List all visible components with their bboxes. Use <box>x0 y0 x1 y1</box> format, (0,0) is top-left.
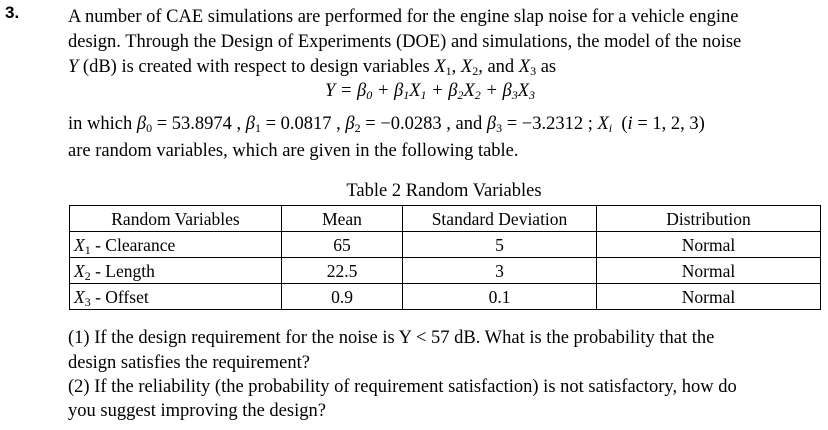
row-variable: $X_3$ - Offset <box>70 284 282 310</box>
table-caption: Table 2 Random Variables <box>346 181 542 201</box>
problem-text-line-2: design. Through the Design of Experiments (DOE) and simulations, the model of the noise <box>68 32 742 52</box>
question-1-line-1: (1) If the design requirement for the noise is Y < 57 dB. What is the probability that the <box>68 328 715 348</box>
beta3-value: −3.2312 <box>521 114 584 134</box>
row-mean: 0.9 <box>282 284 403 310</box>
header-random-variables: Random Variables <box>70 206 282 232</box>
noise-model-equation: $Y = \beta_0 + \beta_1X_1 + \beta_2X_2 + \beta_3X_3$ <box>325 81 536 102</box>
row-sd: 5 <box>403 232 597 258</box>
table-row <box>70 258 821 284</box>
header-mean: Mean <box>282 206 403 232</box>
coefficients-line: in which $\beta_0 = 53.8974$ , $\beta_1 = 0.0817$ , $\beta_2 = -0.0283$ , and $\beta_3 = -3.2312$ ; $X_i$ (i = 1, 2, 3) <box>68 114 705 135</box>
question-1-line-2: design satisfies the requirement? <box>68 353 310 373</box>
question-2-line-1: (2) If the reliability (the probability of requirement satisfaction) is not satisfactory, how do <box>68 377 737 397</box>
row-variable: $X_1$ - Clearance <box>70 232 282 258</box>
problem-text-line-1: A number of CAE simulations are performed for the engine slap noise for a vehicle engine <box>68 7 739 27</box>
row-sd: 3 <box>403 258 597 284</box>
row-mean: 22.5 <box>282 258 403 284</box>
row-distribution: Normal <box>597 284 821 310</box>
question-2-line-2: you suggest improving the design? <box>68 401 326 421</box>
problem-number: 3. <box>5 3 20 22</box>
row-variable: $X_2$ - Length <box>70 258 282 284</box>
random-variables-table <box>69 205 821 310</box>
row-distribution: Normal <box>597 258 821 284</box>
row-mean: 65 <box>282 232 403 258</box>
beta2-value: −0.0283 <box>380 114 442 134</box>
row-sd: 0.1 <box>403 284 597 310</box>
problem-text-line-3: Y (dB) is created with respect to design variables $X_1$, $X_2$, and $X_3$ as <box>68 57 557 78</box>
problem-text-line-6: are random variables, which are given in the following table. <box>68 141 519 161</box>
header-standard-deviation: Standard Deviation <box>403 206 597 232</box>
table-row <box>70 232 821 258</box>
header-distribution: Distribution <box>597 206 821 232</box>
beta0-value: 53.8974 <box>171 114 232 134</box>
table-header-row <box>70 206 821 232</box>
table-row <box>70 284 821 310</box>
row-distribution: Normal <box>597 232 821 258</box>
beta1-value: 0.0817 <box>280 114 332 134</box>
